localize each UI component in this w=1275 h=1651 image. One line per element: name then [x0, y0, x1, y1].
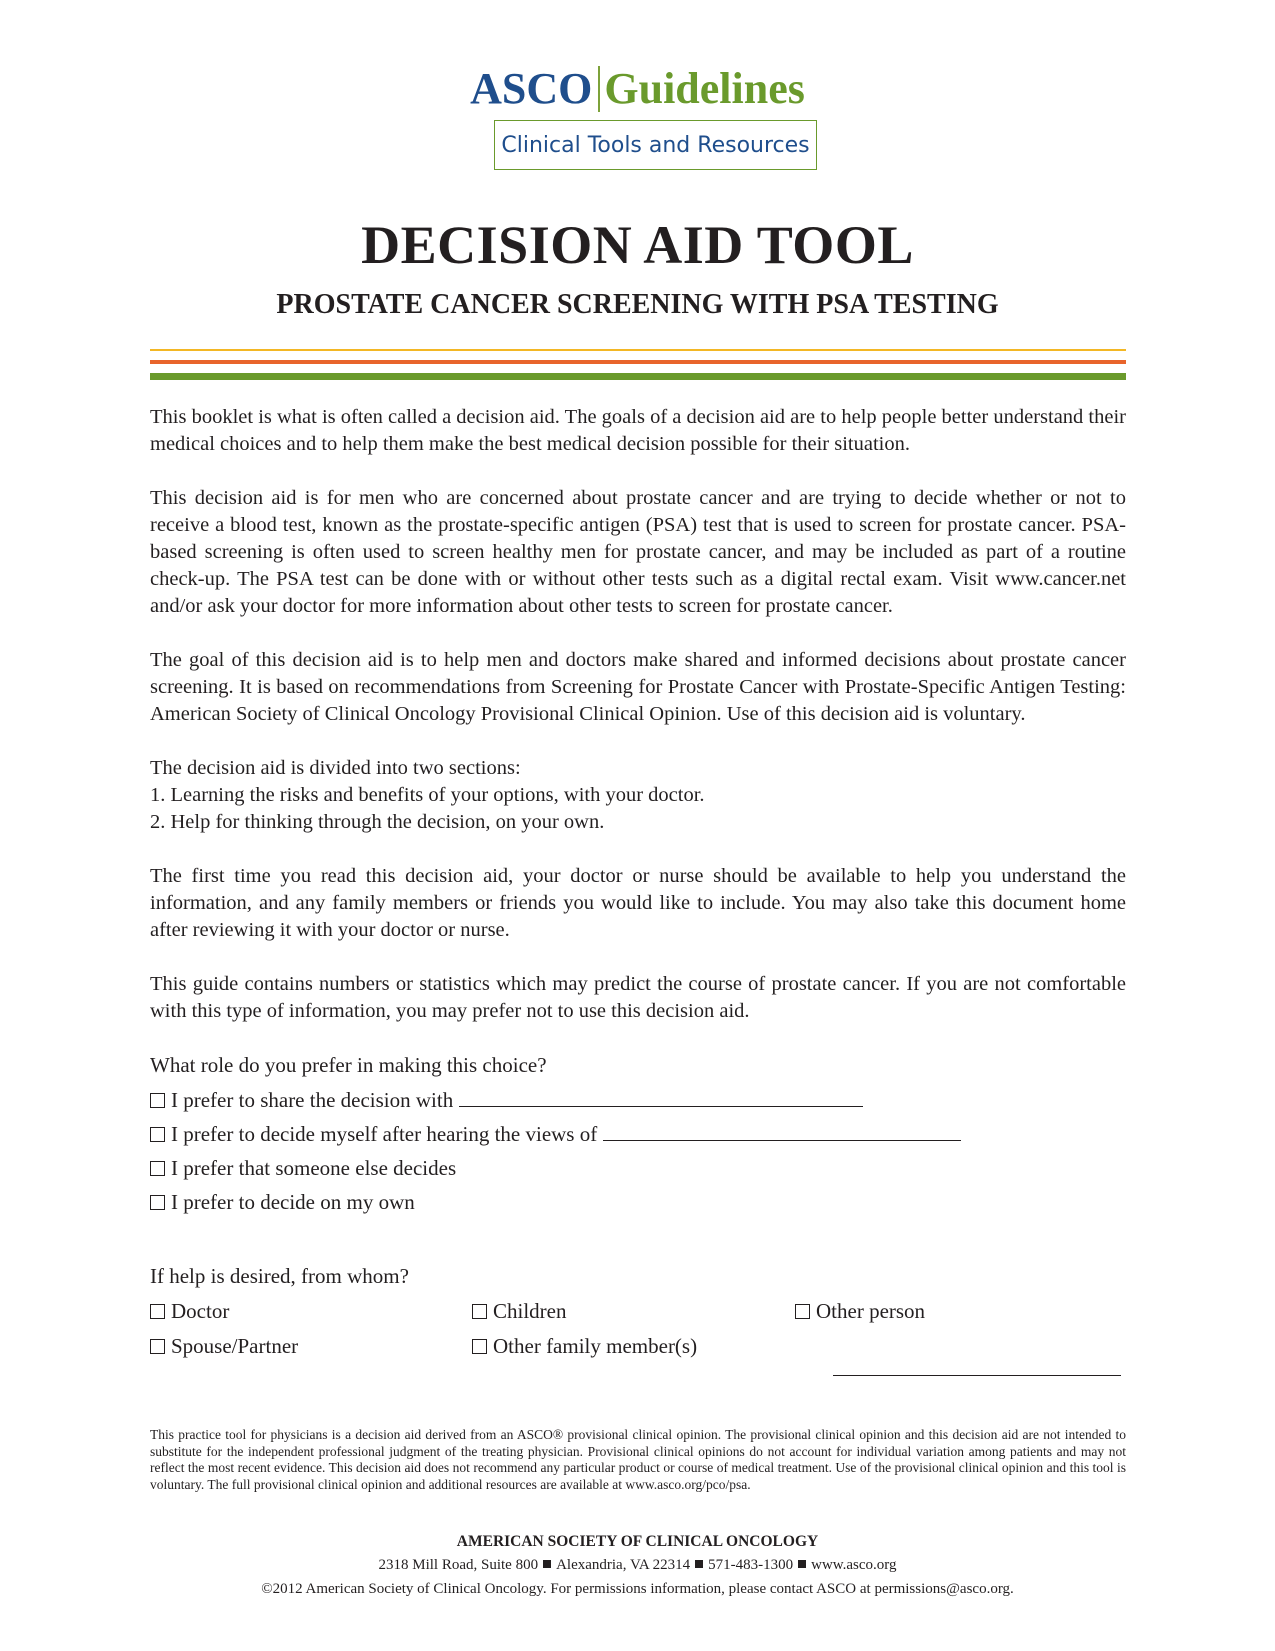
- checkbox[interactable]: [472, 1339, 487, 1354]
- checkbox[interactable]: [795, 1304, 810, 1319]
- checkbox[interactable]: [150, 1127, 165, 1142]
- paragraph-audience: This decision aid is for men who are concerned about prostate cancer and are trying to decide whether or not to receive a blood test, known as the prostate-specific antigen (PSA) test that is used to screen for prostate cancer. PSA-based screening is often used to screen healthy men for prostate cancer, and may be included as part of a routine check-up. The PSA test can be done with or without other tests such as a digital rectal exam. Visit www.cancer.net and/or ask your doctor for more information about other tests to screen for prostate cancer.: [150, 487, 1126, 617]
- website-link[interactable]: www.asco.org: [811, 1557, 897, 1573]
- checkbox[interactable]: [150, 1339, 165, 1354]
- help-option-label: Other person: [816, 1299, 926, 1323]
- address-line: [0, 1557, 1275, 1574]
- help-option-other-person[interactable]: [795, 1298, 925, 1325]
- role-option-label: I prefer to share the decision with: [171, 1088, 454, 1112]
- page-subtitle: PROSTATE CANCER SCREENING WITH PSA TESTING: [276, 289, 999, 320]
- paragraph-statistics-warning: This guide contains numbers or statistics which may predict the course of prostate cancer. If you are not comfortable with this type of information, you may prefer not to use this decision aid.: [150, 973, 1126, 1022]
- role-option-share[interactable]: [150, 1087, 863, 1114]
- address-street: 2318 Mill Road, Suite 800: [378, 1557, 539, 1573]
- other-person-blank-line[interactable]: [833, 1375, 1121, 1376]
- help-option-children[interactable]: [472, 1298, 567, 1325]
- checkbox[interactable]: [150, 1195, 165, 1210]
- share-with-blank-line[interactable]: [459, 1087, 863, 1107]
- sections-intro: The decision aid is divided into two sections:: [150, 757, 521, 779]
- page-title: DECISION AID TOOL: [361, 215, 914, 275]
- orange-divider-stripe: [150, 360, 1126, 364]
- checkbox[interactable]: [150, 1304, 165, 1319]
- views-of-blank-line[interactable]: [603, 1121, 961, 1141]
- help-option-other-family[interactable]: [472, 1333, 697, 1360]
- help-option-doctor[interactable]: [150, 1298, 229, 1325]
- yellow-divider-stripe: [150, 349, 1126, 351]
- address-city: Alexandria, VA 22314: [556, 1557, 691, 1573]
- role-option-label: I prefer that someone else decides: [171, 1156, 457, 1180]
- checkbox[interactable]: [472, 1304, 487, 1319]
- role-question-label: What role do you prefer in making this choice?: [150, 1053, 547, 1077]
- role-option-label: I prefer to decide on my own: [171, 1190, 415, 1214]
- paragraph-first-time: The first time you read this decision aid, your doctor or nurse should be available to help you understand the information, and any family members or friends you would like to include. You may also take this document home after reviewing it with your doctor or nurse.: [150, 865, 1126, 941]
- help-option-label: Children: [493, 1299, 567, 1323]
- section-item: 2. Help for thinking through the decision, on your own.: [150, 811, 605, 833]
- copyright-text: ©2012 American Society of Clinical Oncology. For permissions information, please contact ASCO at permissions@asco.org.: [261, 1581, 1014, 1597]
- role-option-someone-else[interactable]: [150, 1155, 456, 1182]
- paragraph-goal: The goal of this decision aid is to help men and doctors make shared and informed decisions about prostate cancer screening. It is based on recommendations from Screening for Prostate Cancer with Prostate-Specific Antigen Testing: American Society of Clinical Oncology Provisional Clinical Opinion. Use of this decision aid is voluntary.: [150, 649, 1126, 725]
- help-option-label: Doctor: [171, 1299, 230, 1323]
- help-question-label: If help is desired, from whom?: [150, 1264, 409, 1288]
- organization-name: AMERICAN SOCIETY OF CLINICAL ONCOLOGY: [456, 1533, 819, 1550]
- separator-square-icon: [798, 1560, 806, 1568]
- role-option-own[interactable]: [150, 1189, 415, 1216]
- separator-square-icon: [695, 1560, 703, 1568]
- role-option-decide-after-views[interactable]: [150, 1121, 961, 1148]
- role-option-label: I prefer to decide myself after hearing the views of: [171, 1122, 598, 1146]
- help-option-spouse[interactable]: [150, 1333, 298, 1360]
- green-divider-stripe: [150, 373, 1126, 380]
- paragraph-decision-aid-intro: This booklet is what is often called a decision aid. The goals of a decision aid are to help people better understand their medical choices and to help them make the best medical decision possible for their situation.: [150, 406, 1126, 455]
- checkbox[interactable]: [150, 1161, 165, 1176]
- logo-asco-text: ASCO: [470, 64, 593, 113]
- help-option-label: Other family member(s): [493, 1334, 698, 1358]
- section-item: 1. Learning the risks and benefits of your options, with your doctor.: [150, 784, 705, 806]
- disclaimer-text: This practice tool for physicians is a decision aid derived from an ASCO® provisional clinical opinion. The provisional clinical opinion and this decision aid are not intended to substitute for the independent professional judgment of the treating physician. Provisional clinical opinions do not account for individual variation among patients and may not reflect the most recent evidence. This decision aid does not recommend any particular product or course of medical treatment. Use of the provisional clinical opinion and this tool is voluntary. The full provisional clinical opinion and additional resources are available at www.asco.org/pco/psa.: [150, 1427, 1126, 1492]
- logo-divider: [598, 66, 600, 112]
- separator-square-icon: [543, 1560, 551, 1568]
- asco-guidelines-logo: [0, 66, 1275, 112]
- checkbox[interactable]: [150, 1093, 165, 1108]
- sections-list: [150, 782, 1126, 836]
- phone-number: 571-483-1300: [708, 1557, 794, 1573]
- intro-content: [150, 404, 1126, 1052]
- help-option-label: Spouse/Partner: [171, 1334, 299, 1358]
- clinical-tools-badge: Clinical Tools and Resources: [494, 120, 817, 170]
- logo-guidelines-text: Guidelines: [604, 64, 805, 113]
